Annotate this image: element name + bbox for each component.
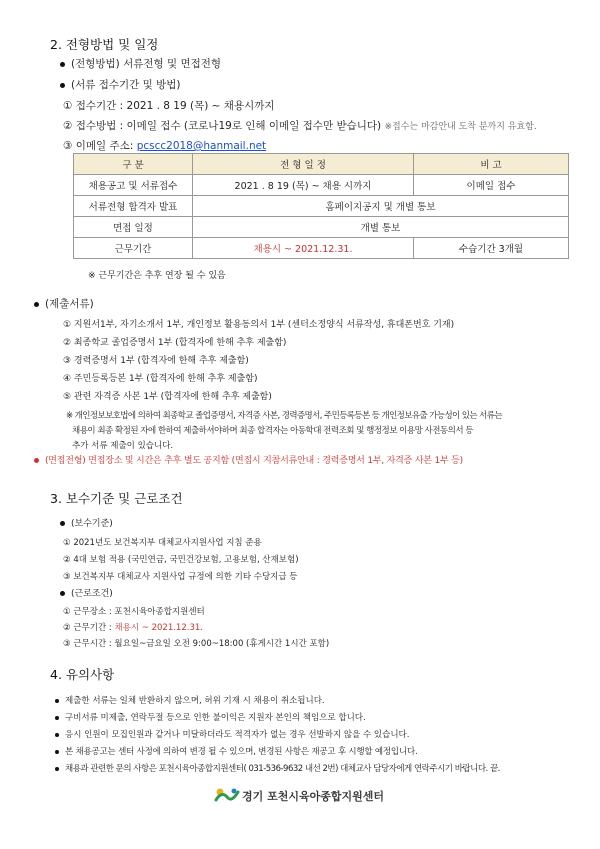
center-logo-icon	[214, 786, 240, 804]
bullet-icon	[55, 716, 59, 720]
privacy-note-line1: ※ 개인정보보호법에 의하여 최종학교 졸업증명서, 자격증 사본, 경력증명서, 주민등록등본 등 개인정보유출 가능성이 있는 서류는	[66, 411, 502, 421]
notice-item: 구비서류 미제출, 연락두절 등으로 인한 불이익은 지원자 본인의 책임으로 합니다.	[55, 711, 366, 723]
bullet-application: (서류 접수기간 및 방법)	[60, 77, 181, 92]
documents-title: (제출서류)	[34, 296, 94, 311]
schedule-table	[73, 153, 569, 259]
pay-item: ③ 보건복지부 대체교사 지원사업 규정에 의한 기타 수당지급 등	[63, 572, 298, 582]
pay-item: ② 4대 보험 적용 (국민연금, 국민건강보험, 고용보험, 산재보험)	[63, 555, 299, 565]
document-item: ② 최종학교 졸업증명서 1부 (합격자에 한해 추후 제출함)	[63, 338, 287, 348]
header-category: 구 분	[74, 154, 193, 175]
bullet-icon	[55, 699, 59, 703]
bullet-icon	[60, 83, 65, 88]
section-3-title: 3. 보수기준 및 근로조건	[50, 491, 183, 506]
work-period-note: ※ 근무기간은 추후 연장 될 수 있음	[88, 271, 226, 281]
email-address-line: ③ 이메일 주소: pcscc2018@hanmail.net	[63, 140, 267, 152]
bullet-icon	[34, 302, 39, 307]
privacy-note-line2: 채용이 최종 확정된 자에 한하여 제출하셔야하며 최종 합격자는 아동학대 전력조회 및 행정정보 이용망 사전동의서 등	[72, 426, 473, 436]
pay-title: (보수기준)	[60, 516, 113, 529]
bullet-icon	[34, 458, 39, 463]
work-hours: ③ 근무시간 : 월요일~금요일 오전 9:00~18:00 (휴게시간 1시간 포함)	[63, 639, 330, 649]
document-item: ④ 주민등록등본 1부 (합격자에 한해 추후 제출함)	[63, 374, 258, 384]
interview-notice: (면접전형) 면접장소 및 시간은 추후 별도 공지함 (면접시 지참서류안내 : 경력증명서 1부, 자격증 사본 1부 등)	[34, 453, 463, 466]
notice-item: 본 채용공고는 센터 사정에 의하여 변경 될 수 있으며, 변경된 사항은 재공고 후 시행할 예정입니다.	[55, 745, 417, 757]
privacy-note-line3: 추가 서류 제출이 있습니다.	[72, 441, 174, 451]
notice-item: 제출한 서류는 일체 반환하지 않으며, 허위 기재 시 채용이 취소됩니다.	[55, 694, 325, 706]
bullet-icon	[60, 521, 65, 526]
notice-item: 응시 인원이 모집인원과 같거나 미달하더라도 적격자가 없는 경우 선발하지 않을 수 있습니다.	[55, 728, 409, 740]
work-period: ② 근무기간 : 채용시 ~ 2021.12.31.	[63, 623, 203, 633]
table-row: 서류전형 합격자 발표 홈페이지공지 및 개별 통보	[74, 196, 569, 217]
document-item: ⑤ 관련 자격증 사본 1부 (합격자에 한해 추후 제출함)	[63, 392, 272, 402]
section-4-title: 4. 유의사항	[50, 667, 115, 682]
application-note: ※접수는 마감안내 도착 분까지 유효함.	[384, 122, 537, 132]
bullet-icon	[60, 591, 65, 596]
footer-org-name: 경기 포천시육아종합지원센터	[242, 790, 384, 803]
bullet-selection-method: (전형방법) 서류전형 및 면접전형	[60, 56, 221, 71]
table-header-row	[74, 154, 569, 175]
header-schedule: 전 형 일 정	[193, 154, 414, 175]
bullet-icon	[55, 733, 59, 737]
work-title: (근로조건)	[60, 586, 113, 599]
email-link[interactable]: pcscc2018@hanmail.net	[136, 140, 267, 152]
document-item: ③ 경력증명서 1부 (합격자에 한해 추후 제출함)	[63, 356, 249, 366]
notice-item: 채용과 관련한 문의 사항은 포천시육아종합지원센터( 031-536-9632 내선 2번) 대체교사 담당자에게 연락주시기 바랍니다. 끝.	[55, 762, 500, 774]
section-2-title: 2. 전형방법 및 일정	[50, 37, 159, 52]
table-row: 면접 일정 개별 통보	[74, 217, 569, 238]
work-place: ① 근무장소 : 포천시육아종합지원센터	[63, 607, 205, 617]
bullet-icon	[55, 750, 59, 754]
bullet-icon	[60, 62, 65, 67]
application-period: ① 접수기간 : 2021 . 8 19 (목) ~ 채용시까지	[63, 100, 275, 112]
pay-item: ① 2021년도 보건복지부 대체교사지원사업 지침 준용	[63, 538, 262, 548]
bullet-icon	[55, 767, 59, 771]
application-method: ② 접수방법 : 이메일 접수 (코로나19로 인해 이메일 접수만 받습니다) ※접수는 마감안내 도착 분까지 유효함.	[63, 120, 537, 132]
table-row: 근무기간 채용시 ~ 2021.12.31. 수습기간 3개월	[74, 238, 569, 259]
document-item: ① 지원서1부, 자기소개서 1부, 개인정보 활용동의서 1부 (센터소정양식 서류작성, 휴대폰번호 기재)	[63, 320, 455, 330]
table-row: 채용공고 및 서류접수 2021 . 8 19 (목) ~ 채용 시까지 이메일 접수	[74, 175, 569, 196]
header-note: 비 고	[414, 154, 569, 175]
